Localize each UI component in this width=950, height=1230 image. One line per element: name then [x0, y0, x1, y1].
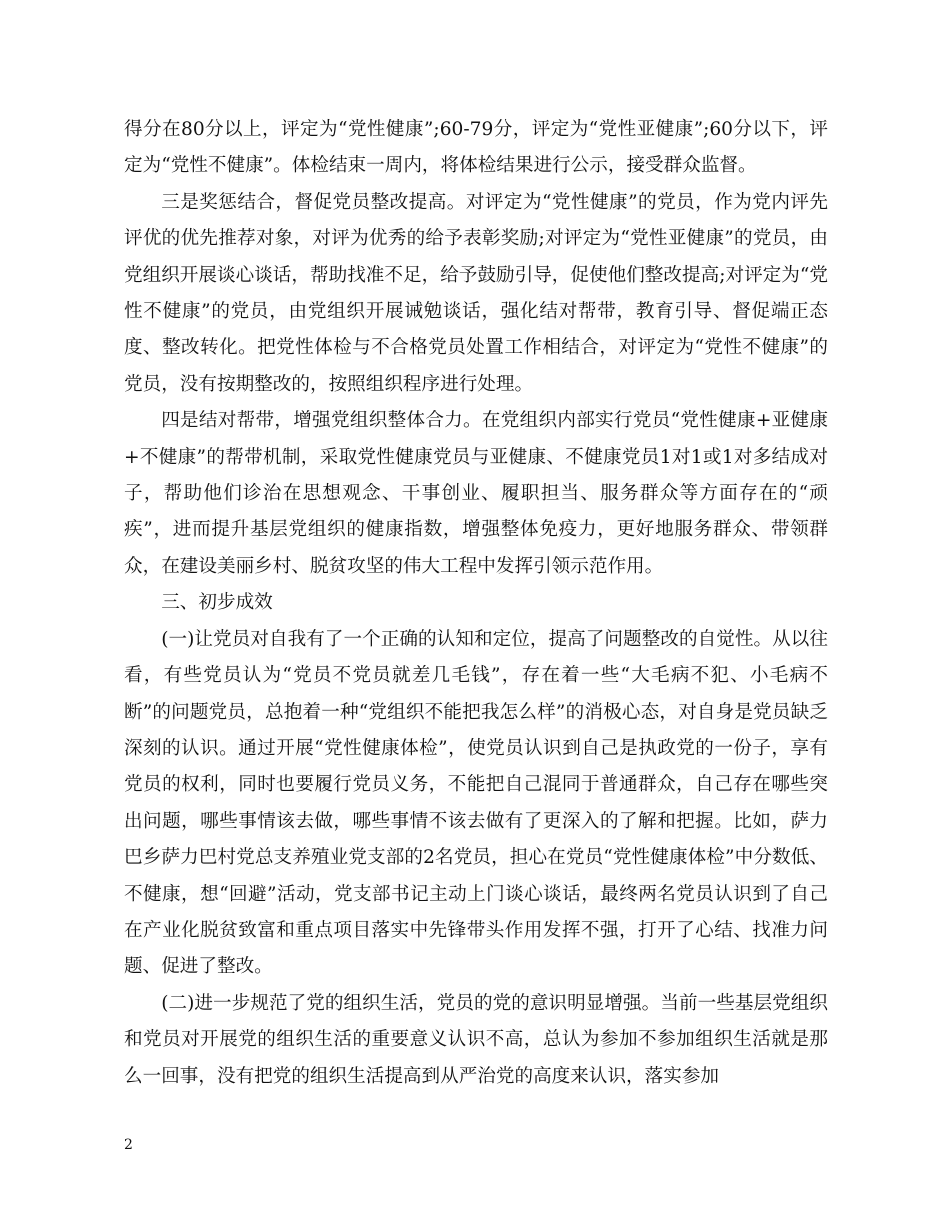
paragraph-scoring-criteria: 得分在80分以上，评定为“党性健康”;60-79分，评定为“党性亚健康”;60分以下，评定为“党性不健康”。体检结束一周内，将体检结果进行公示，接受群众监督。	[124, 119, 828, 177]
paragraph-rewards-penalties: 三是奖惩结合，督促党员整改提高。对评定为“党性健康”的党员，作为党内评先评优的优先推荐对象，对评为优秀的给予表彰奖励;对评定为“党性亚健康”的党员，由党组织开展谈心谈话，帮助找准不足，给予鼓励引导，促使他们整改提高;对评定为“党性不健康”的党员，由党组织开展诫勉谈话，强化结对帮带，教育引导、督促端正态度、整改转化。把党性体检与不合格党员处置工作相结合，对评定为“党性不健康”的党员，没有按期整改的，按照组织程序进行处理。	[124, 191, 828, 395]
page-number: 2	[124, 1137, 133, 1153]
body-text	[124, 112, 828, 1095]
paragraph-result-two: (二)进一步规范了党的组织生活，党员的党的意识明显增强。当前一些基层党组织和党员对开展党的组织生活的重要意义认识不高，总认为参加不参加组织生活就是那么一回事，没有把党的组织生活提高到从严治党的高度来认识，落实参加	[124, 992, 828, 1087]
paragraph-result-one: (一)让党员对自我有了一个正确的认知和定位，提高了问题整改的自觉性。从以往看，有些党员认为“党员不党员就差几毛钱”，存在着一些“大毛病不犯、小毛病不断”的问题党员，总抱着一种“党组织不能把我怎么样”的消极心态，对自身是党员缺乏深刻的认识。通过开展“党性健康体检”，使党员认识到自己是执政党的一份子，享有党员的权利，同时也要履行党员义务，不能把自己混同于普通群众，自己存在哪些突出问题，哪些事情该去做，哪些事情不该去做有了更深入的了解和把握。比如，萨力巴乡萨力巴村党总支养殖业党支部的2名党员，担心在党员“党性健康体检”中分数低、不健康，想“回避”活动，党支部书记主动上门谈心谈话，最终两名党员认识到了自己在产业化脱贫致富和重点项目落实中先锋带头作用发挥不强，打开了心结、找准力问题、促进了整改。	[124, 628, 828, 978]
section-heading-initial-results: 三、初步成效	[161, 592, 273, 614]
paragraph-pairing-support: 四是结对帮带，增强党组织整体合力。在党组织内部实行党员“党性健康+亚健康+不健康”的帮带机制，采取党性健康党员与亚健康、不健康党员1对1或1对多结成对子，帮助他们诊治在思想观念、干事创业、履职担当、服务群众等方面存在的“顽疾”，进而提升基层党组织的健康指数，增强整体免疫力，更好地服务群众、带领群众，在建设美丽乡村、脱贫攻坚的伟大工程中发挥引领示范作用。	[124, 410, 828, 577]
